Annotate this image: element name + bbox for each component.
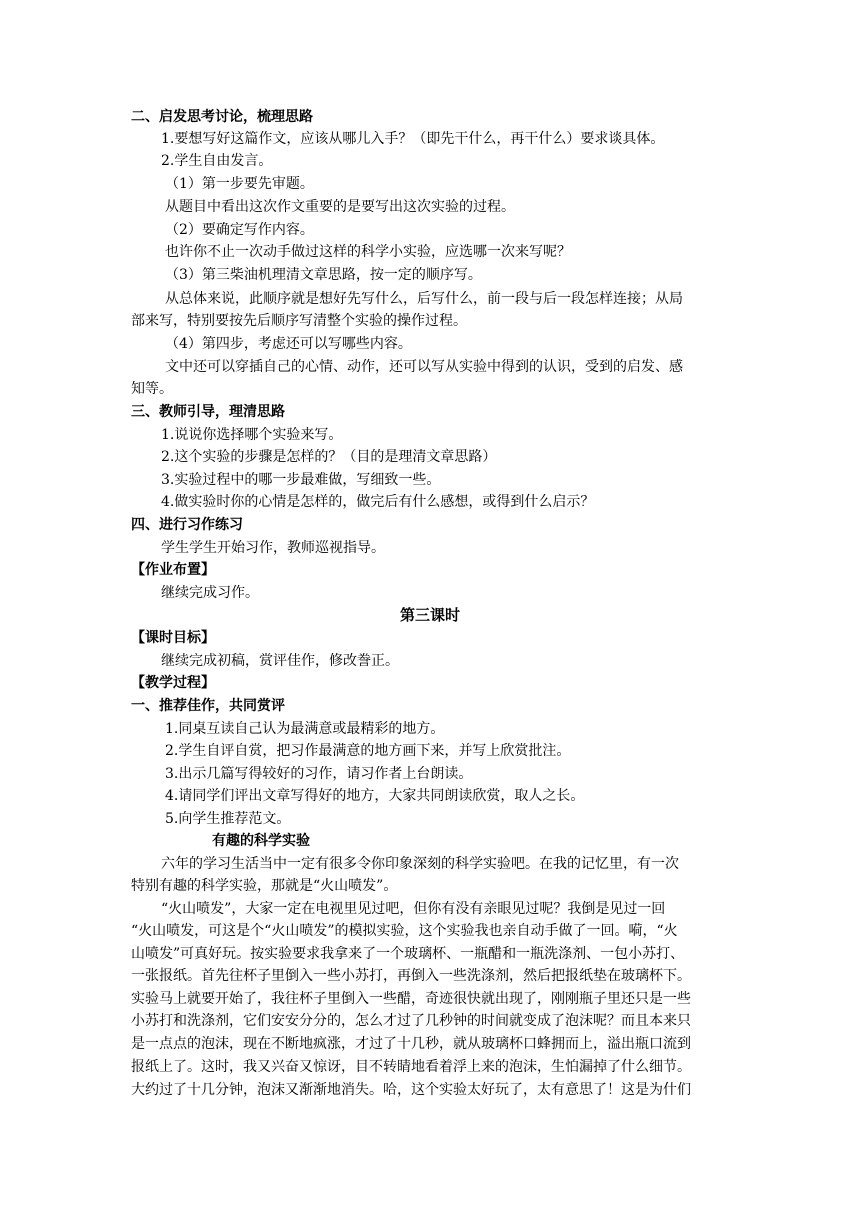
essay-title: 有趣的科学实验 bbox=[212, 833, 310, 849]
paragraph: 继续完成习作。 bbox=[161, 585, 259, 601]
paragraph: 4.请同学们评出文章写得好的地方，大家共同朗读欣赏，取人之长。 bbox=[165, 788, 585, 804]
paragraph: 也许你不止一次动手做过这样的科学小实验，应选哪一次来写呢？ bbox=[165, 244, 571, 260]
paragraph: 1.要想写好这篇作文，应该从哪儿入手？（即先干什么，再干什么）要求谈具体。 bbox=[161, 131, 665, 147]
essay-paragraph: 山喷发”可真好玩。按实验要求我拿来了一个玻璃杯、一瓶醋和一瓶洗涤剂、一包小苏打、 bbox=[131, 946, 685, 962]
section-heading: 【作业布置】 bbox=[131, 562, 215, 578]
lesson-title: 第三课时 bbox=[399, 606, 460, 624]
paragraph: 从总体来说，此顺序就是想好先写什么，后写什么，前一段与后一段怎样连接；从局 bbox=[165, 291, 683, 307]
paragraph: 从题目中看出这次作文重要的是要写出这次实验的过程。 bbox=[165, 199, 515, 215]
essay-paragraph: 特别有趣的科学实验，那就是“火山喷发”。 bbox=[131, 878, 398, 894]
paragraph: 学生学生开始习作，教师巡视指导。 bbox=[161, 540, 385, 556]
paragraph: 3.实验过程中的哪一步最难做，写细致一些。 bbox=[161, 472, 441, 488]
paragraph: 4.做实验时你的心情是怎样的，做完后有什么感想，或得到什么启示？ bbox=[161, 494, 595, 510]
essay-paragraph: “火山喷发，可这是个“火山喷发”的模拟实验，这个实验我也亲自动手做了一回。嗬，“火 bbox=[131, 923, 678, 939]
essay-paragraph: 报纸上了。这时，我又兴奋又惊讶，目不转睛地看着浮上来的泡沫，生怕漏掉了什么细节。 bbox=[131, 1059, 691, 1075]
paragraph: 2.学生自评自赏，把习作最满意的地方画下来，并写上欣赏批注。 bbox=[165, 743, 571, 759]
essay-paragraph: 六年的学习生活当中一定有很多令你印象深刻的科学实验吧。在我的记忆里，有一次 bbox=[161, 856, 679, 872]
section-heading: 【课时目标】 bbox=[131, 630, 215, 646]
section-heading: 四、进行习作练习 bbox=[131, 517, 243, 533]
essay-paragraph: 实验马上就要开始了，我往杯子里倒入一些醋，奇迹很快就出现了，刚刚瓶子里还只是一些 bbox=[131, 991, 691, 1007]
section-heading: 二、启发思考讨论，梳理思路 bbox=[131, 109, 313, 125]
paragraph: 5.向学生推荐范文。 bbox=[165, 811, 291, 827]
paragraph: 2.学生自由发言。 bbox=[161, 153, 273, 169]
paragraph: 继续完成初稿，赏评佳作，修改誊正。 bbox=[161, 653, 399, 669]
paragraph: 部来写，特别要按先后顺序写清整个实验的操作过程。 bbox=[131, 313, 467, 329]
essay-paragraph: 是一点点的泡沫，现在不断地疯涨，才过了十几秒，就从玻璃杯口蜂拥而上，溢出瓶口流到 bbox=[131, 1036, 691, 1052]
essay-paragraph: 大约过了十几分钟，泡沫又渐渐地消失。哈，这个实验太好玩了，太有意思了！这是为什们 bbox=[131, 1082, 691, 1098]
paragraph: （1）第一步要先审题。 bbox=[165, 176, 314, 192]
essay-paragraph: 小苏打和洗涤剂，它们安安分分的，怎么才过了几秒钟的时间就变成了泡沫呢？而且本来只 bbox=[131, 1013, 691, 1029]
paragraph: （3）第三柴油机理清文章思路，按一定的顺序写。 bbox=[165, 267, 482, 283]
section-heading: 三、教师引导，理清思路 bbox=[131, 404, 285, 420]
paragraph: 文中还可以穿插自己的心情、动作，还可以写从实验中得到的认识，受到的启发、感 bbox=[165, 359, 683, 375]
essay-paragraph: 一张报纸。首先往杯子里倒入一些小苏打，再倒入一些洗涤剂，然后把报纸垫在玻璃杯下。 bbox=[131, 968, 691, 984]
paragraph: 1.同桌互读自己认为最满意或最精彩的地方。 bbox=[165, 721, 445, 737]
section-heading: 【教学过程】 bbox=[131, 675, 215, 691]
paragraph: 1.说说你选择哪个实验来写。 bbox=[161, 427, 343, 443]
section-heading: 一、推荐佳作，共同赏评 bbox=[131, 698, 285, 714]
paragraph: 知等。 bbox=[131, 381, 173, 397]
paragraph: （2）要确定写作内容。 bbox=[165, 222, 314, 238]
paragraph: 3.出示几篇写得较好的习作，请习作者上台朗读。 bbox=[165, 766, 473, 782]
paragraph: 2.这个实验的步骤是怎样的？（目的是理清文章思路） bbox=[161, 449, 497, 465]
paragraph: （4）第四步，考虑还可以写哪些内容。 bbox=[165, 336, 412, 352]
essay-paragraph: “火山喷发”，大家一定在电视里见过吧，但你有没有亲眼见过呢？我倒是见过一回 bbox=[161, 901, 666, 917]
